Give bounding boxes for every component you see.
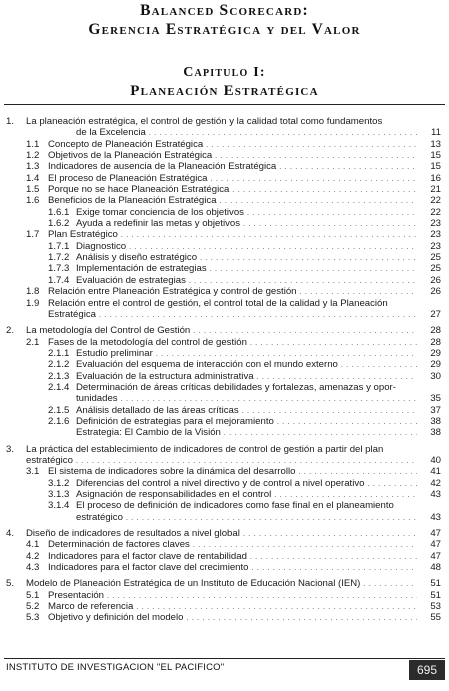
toc-entry-page: 30: [430, 370, 441, 382]
toc-entry-title: Evaluación de la estructura administrativa . . .: [76, 371, 417, 382]
toc-entry-title: Indicadores para el factor clave del crecimiento . . .: [48, 562, 417, 573]
toc-entry-number: 5.3: [26, 612, 40, 624]
toc-entry-page: 26: [430, 286, 441, 298]
toc-entry-title: El sistema de indicadores sobre la dinámica del desarrollo . . .: [48, 466, 417, 477]
toc-entry-number: 1.3: [26, 161, 40, 173]
toc-entry[interactable]: [6, 500, 443, 511]
toc-entry-title: Ayuda a redefinir las metas y objetivos . . .: [76, 218, 417, 229]
toc-entry[interactable]: [6, 184, 443, 195]
toc-entry-number: 3.1.4: [48, 500, 70, 512]
toc-entry-number: 4.: [6, 528, 15, 540]
toc-entry[interactable]: [6, 466, 443, 477]
toc-entry[interactable]: [6, 590, 443, 601]
toc-entry-page: 22: [430, 195, 441, 207]
toc-entry[interactable]: [6, 489, 443, 500]
toc-entry[interactable]: [6, 286, 443, 297]
toc-entry-number: 2.1.6: [48, 415, 70, 427]
toc-entry-title: La planeación estratégica, el control de gestión y la calidad total como fundamentos: [26, 116, 383, 127]
toc-entry-title: Beneficios de la Planeación Estratégica . . .: [48, 195, 417, 206]
toc-entry-title: Fases de la metodología del control de gestión . . .: [48, 337, 417, 348]
toc-entry[interactable]: [6, 298, 443, 309]
toc-entry-number: 5.1: [26, 589, 40, 601]
toc-entry-title: Modelo de Planeación Estratégica de un Instituto de Educación Nacional (IEN) . . .: [26, 578, 417, 589]
toc-entry[interactable]: [6, 337, 443, 348]
toc-entry-page: 43: [430, 489, 441, 500]
toc-entry-number: 5.2: [26, 601, 40, 613]
toc-entry-title: tunidades . . .: [76, 393, 417, 404]
toc-entry-title: Exige tomar conciencia de los objetivos . . .: [76, 207, 417, 218]
toc-entry-page: 15: [430, 150, 441, 162]
toc-entry-number: 5.: [6, 578, 15, 590]
toc-entry-page: 23: [430, 229, 441, 241]
toc-entry-number: 3.1.2: [48, 477, 70, 489]
toc-entry-title: La metodología del Control de Gestión . . .: [26, 325, 417, 336]
toc-entry-number: 3.1: [26, 466, 40, 478]
toc-entry[interactable]: [6, 539, 443, 550]
toc-entry-page: 48: [430, 562, 441, 574]
toc-entry-page: 23: [430, 240, 441, 252]
toc-entry-number: 2.1.1: [48, 347, 70, 359]
toc-entry-page: 27: [430, 308, 441, 320]
toc-entry-title: estratégico . . .: [26, 455, 417, 466]
toc-entry-number: 1.6.1: [48, 206, 70, 218]
toc-entry-title: Diferencias del control a nivel directivo y de control a nivel operativo . . .: [76, 478, 417, 489]
toc-entry-title: Concepto de Planeación Estratégica . . .: [48, 139, 417, 150]
toc-entry-page: 53: [430, 601, 441, 613]
chapter-title: Planeación Estratégica: [130, 83, 319, 99]
toc-entry-number: 1.7.4: [48, 274, 70, 286]
toc-entry-number: 1.7.1: [48, 240, 70, 252]
toc-entry-page: 28: [430, 336, 441, 348]
toc-entry-title: Definición de estrategias para el mejoramiento . . .: [76, 416, 417, 427]
toc-entry-title: Objetivo y definición del modelo . . .: [48, 612, 417, 623]
toc-entry-page: 47: [430, 539, 441, 551]
toc-entry-page: 21: [430, 184, 441, 196]
toc-entry-title: Evaluación del esquema de interacción con el mundo externo . . .: [76, 359, 417, 370]
toc-entry-page: 55: [430, 612, 441, 624]
toc-entry[interactable]: [6, 478, 443, 489]
toc-entry-page: 42: [430, 477, 441, 489]
toc-entry-title: El proceso de definición de indicadores como fase final en el planeamiento: [76, 500, 394, 512]
top-rule: [4, 104, 445, 105]
toc-entry[interactable]: [6, 325, 443, 336]
toc-entry-number: 2.1.5: [48, 404, 70, 416]
toc-entry-page: 22: [430, 206, 441, 218]
toc-entry[interactable]: [6, 127, 443, 138]
toc-entry-page: 41: [430, 466, 441, 478]
toc-entry-title: Estudio preliminar . . .: [76, 348, 417, 359]
toc-entry-page: 51: [430, 578, 441, 590]
toc-entry-number: 2.1.2: [48, 359, 70, 371]
page-number: 695: [409, 660, 445, 680]
toc-entry[interactable]: [6, 116, 443, 127]
toc-entry[interactable]: [6, 512, 443, 523]
toc-entry-page: 38: [430, 427, 441, 439]
toc-entry-number: 1.8: [26, 286, 40, 298]
toc-entry[interactable]: [6, 241, 443, 252]
toc-entry[interactable]: [6, 161, 443, 172]
toc-entry-page: 13: [430, 138, 441, 150]
toc-entry-number: 1.5: [26, 184, 40, 196]
toc-entry[interactable]: [6, 218, 443, 229]
toc-entry-number: 4.1: [26, 539, 40, 551]
toc-entry[interactable]: [6, 207, 443, 218]
toc-entry-page: 37: [430, 404, 441, 416]
toc-entry-page: 25: [430, 263, 441, 275]
toc-entry[interactable]: [6, 612, 443, 623]
toc-entry-page: 15: [430, 161, 441, 173]
toc-entry[interactable]: [6, 551, 443, 562]
toc-entry-title: Diagnostico . . .: [76, 241, 417, 252]
toc-entry[interactable]: [6, 578, 443, 589]
toc-entry-number: 1.: [6, 116, 15, 127]
toc-entry-page: 23: [430, 218, 441, 230]
toc-entry[interactable]: [6, 455, 443, 466]
toc-entry[interactable]: [6, 309, 443, 320]
toc-entry-title: Diseño de indicadores de resultados a nivel global . . .: [26, 528, 417, 539]
toc-entry-page: 47: [430, 550, 441, 562]
toc-entry-number: 1.2: [26, 150, 40, 162]
toc-entry-title: Análisis y diseño estratégico . . .: [76, 252, 417, 263]
toc-entry-page: 43: [430, 511, 441, 523]
toc-entry[interactable]: [6, 348, 443, 359]
toc-entry-page: 29: [430, 347, 441, 359]
toc-entry-page: 26: [430, 274, 441, 286]
toc-entry-title: Estrategia: El Cambio de la Visión . . .: [76, 427, 417, 438]
toc-entry[interactable]: [6, 382, 443, 393]
toc-entry-number: 2.1.4: [48, 381, 70, 393]
book-title-line2: Gerencia Estratégica y del Valor: [88, 21, 361, 38]
toc-entry-page: 38: [430, 415, 441, 427]
toc-entry[interactable]: [6, 275, 443, 286]
toc-entry-title: Relación entre el control de gestión, el control total de la calidad y la Planeación: [48, 297, 388, 309]
toc-entry-title: Determinación de factores claves . . .: [48, 539, 417, 550]
toc-entry[interactable]: [6, 359, 443, 370]
toc-entry-page: 11: [431, 127, 441, 139]
toc-entry-title: El proceso de Planeación Estratégica . . .: [48, 173, 417, 184]
toc-entry-title: Objetivos de la Planeación Estratégica . . .: [48, 150, 417, 161]
toc-entry-page: 47: [430, 528, 441, 540]
toc-entry-number: 4.2: [26, 550, 40, 562]
toc-entry-number: 1.6: [26, 195, 40, 207]
toc-entry[interactable]: [6, 562, 443, 573]
toc-entry-title: Indicadores de ausencia de la Planeación Estratégica . . .: [48, 161, 417, 172]
table-of-contents: [6, 116, 443, 624]
toc-entry-number: 3.1.3: [48, 489, 70, 500]
toc-entry[interactable]: [6, 173, 443, 184]
toc-entry[interactable]: [6, 371, 443, 382]
toc-entry[interactable]: [6, 263, 443, 274]
toc-entry-page: 51: [430, 589, 441, 601]
toc-entry-title: Relación entre Planeación Estratégica y control de gestión . . .: [48, 286, 417, 297]
toc-entry[interactable]: [6, 601, 443, 612]
bottom-rule: [4, 658, 445, 659]
toc-entry-page: 40: [430, 454, 441, 466]
toc-entry-title: estratégico . . .: [76, 512, 417, 523]
chapter-label: Capitulo I:: [183, 65, 266, 80]
toc-entry-title: Determinación de áreas críticas debilidades y fortalezas, amenazas y opor-: [76, 381, 396, 393]
toc-entry-title: Presentación . . .: [48, 590, 417, 601]
toc-entry-page: 35: [430, 393, 441, 405]
toc-entry-title: Implementación de estrategias . . .: [76, 263, 417, 274]
toc-entry-title: Porque no se hace Planeación Estratégica . . .: [48, 184, 417, 195]
toc-entry[interactable]: [6, 150, 443, 161]
toc-entry-page: 29: [430, 359, 441, 371]
toc-entry[interactable]: [6, 139, 443, 150]
toc-entry-number: 2.1: [26, 336, 40, 348]
toc-entry-title: La práctica del establecimiento de indicadores de control de gestión a partir del plan: [26, 443, 384, 455]
book-title-line1: Balanced Scorecard:: [140, 2, 309, 19]
toc-entry-number: 3.: [6, 443, 15, 455]
toc-entry-number: 1.7: [26, 229, 40, 241]
toc-entry-title: Plan Estratégico . . .: [48, 229, 417, 240]
toc-entry-number: 1.1: [26, 138, 40, 150]
toc-entry-page: 16: [430, 172, 441, 184]
toc-entry-number: 2.: [6, 325, 15, 337]
toc-entry-title: Estratégica . . .: [48, 309, 417, 320]
toc-entry-title: Análisis detallado de las áreas críticas . . .: [76, 405, 417, 416]
toc-entry[interactable]: [6, 393, 443, 404]
footer-institute: INSTITUTO DE INVESTIGACION "EL PACIFICO": [6, 662, 225, 673]
toc-entry-page: 28: [430, 325, 441, 337]
toc-entry-number: 1.9: [26, 297, 40, 309]
toc-entry[interactable]: [6, 195, 443, 206]
toc-entry-number: 1.4: [26, 172, 40, 184]
toc-entry-number: 1.7.3: [48, 263, 70, 275]
toc-entry-number: 1.7.2: [48, 252, 70, 264]
toc-entry[interactable]: [6, 229, 443, 240]
toc-entry[interactable]: [6, 427, 443, 438]
toc-entry-title: Asignación de responsabilidades en el control . . .: [76, 489, 417, 500]
toc-entry-page: 25: [430, 252, 441, 264]
toc-entry-number: 1.6.2: [48, 218, 70, 230]
toc-entry-number: 4.3: [26, 562, 40, 574]
toc-entry-title: Marco de referencia . . .: [48, 601, 417, 612]
toc-entry-title: de la Excelencia . . .: [76, 127, 417, 138]
toc-entry[interactable]: [6, 405, 443, 416]
toc-entry-number: 2.1.3: [48, 370, 70, 382]
toc-entry-title: Evaluación de estrategias . . .: [76, 275, 417, 286]
toc-entry[interactable]: [6, 444, 443, 455]
toc-entry[interactable]: [6, 252, 443, 263]
toc-entry[interactable]: [6, 528, 443, 539]
toc-entry[interactable]: [6, 416, 443, 427]
toc-entry-title: Indicadores para el factor clave de rentabilidad . . .: [48, 551, 417, 562]
